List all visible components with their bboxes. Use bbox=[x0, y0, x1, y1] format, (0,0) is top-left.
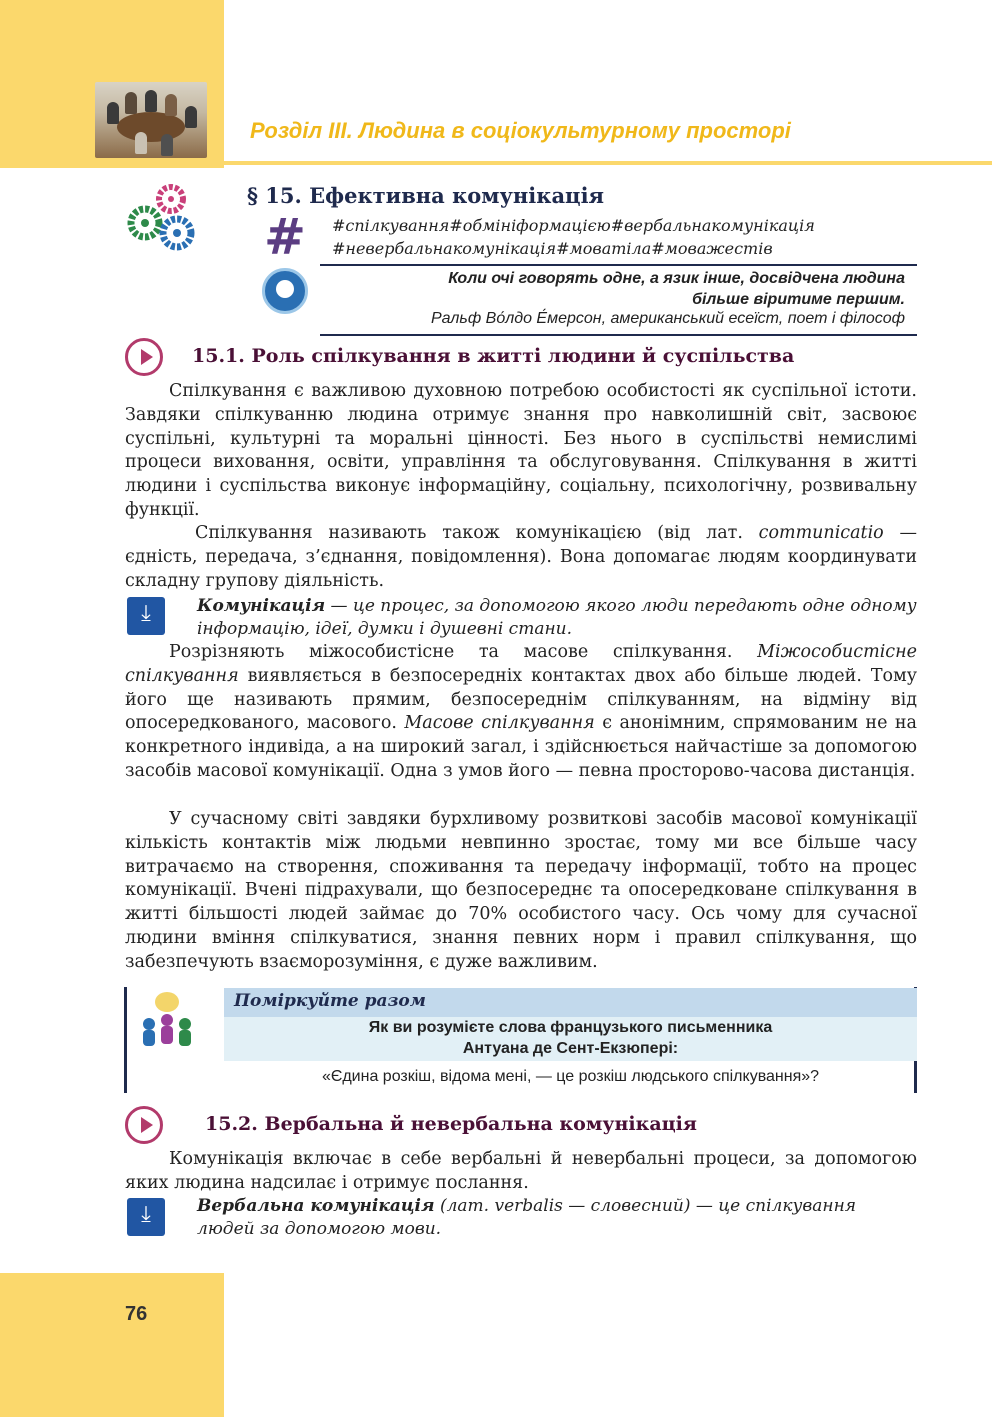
epigraph-author: Ральф Во́лдо Е́мерсон, американський есеїст, поет і філософ bbox=[431, 310, 905, 327]
paragraph: Спілкування називають також комунікацією (від лат. communicatio — єдність, передача, з’єднання, повідомлення). Вона допомагає людям координувати складну групову діяльність. bbox=[125, 523, 917, 591]
definition: Комунікація — це процес, за допомогою якого люди передають одне одному інформацію, ідеї, думки і душевні стани. bbox=[197, 596, 917, 639]
discussion-people-icon bbox=[135, 990, 199, 1054]
play-icon bbox=[125, 1106, 163, 1144]
chapter-title: Розділ ІІІ. Людина в соціокультурному просторі bbox=[250, 118, 791, 143]
epigraph bbox=[320, 264, 917, 336]
hashtags-line: #спілкування#обмініформацією#вербальнакомунікація bbox=[332, 216, 815, 235]
meeting-photo bbox=[95, 82, 207, 158]
brain-icon bbox=[262, 268, 308, 314]
paragraph: У сучасному світі завдяки бурхливому розвиткові засобів масової комунікації кількість контактів між людьми невпинно зростає, тому ми все більше часу витрачаємо на створення, споживання та передачу інформації, тобто на процес комунікації. Вчені підрахували, що безпосереднє та опосередковане спілкування в житті більшості людей займає до 70% особистого часу. Ось чому для сучасної людини вміння спілкуватися, знання певних норм і правил спілкування, що забезпечують взаєморозуміння, є дуже важливим. bbox=[125, 809, 917, 972]
subsection-title: 15.2. Вербальна й невербальна комунікація bbox=[205, 1113, 697, 1135]
epigraph-text: Коли очі говорять одне, а язик інше, досвідчена людина більше віритиме першим. bbox=[448, 270, 905, 308]
definition-icon bbox=[127, 597, 165, 635]
hashtag-icon: # bbox=[264, 208, 306, 266]
page-number: 76 bbox=[125, 1303, 148, 1325]
subsection-title: 15.1. Роль спілкування в житті людини й суспільства bbox=[192, 345, 795, 367]
hashtags-line: #невербальнакомунікація#моватіла#моважестів bbox=[332, 239, 773, 258]
hashtags bbox=[332, 214, 815, 260]
discussion-heading: Поміркуйте разом bbox=[224, 988, 917, 1017]
play-icon bbox=[125, 338, 163, 376]
section-title: § 15. Ефективна комунікація bbox=[247, 183, 605, 208]
discussion-question: Як ви розумієте слова французького письменника Антуана де Сент-Екзюпері: bbox=[224, 1017, 917, 1061]
header-yellow-rule bbox=[224, 161, 992, 165]
discussion-quote: «Єдина розкіш, відома мені, — це розкіш людського спілкування»? bbox=[321, 1068, 820, 1085]
gears-icon bbox=[125, 183, 205, 253]
definition-icon bbox=[127, 1198, 165, 1236]
footer-yellow-block bbox=[0, 1273, 224, 1417]
paragraph: Спілкування є важливою духовною потребою особистості як суспільної істоти. Завдяки спілкуванню людина отримує знання про навколишній світ, засвоює суспільні, культурні та моральні цінності. Без нього в суспільстві немислимі процеси виховання, освіти, управління та обслуговування. Спілкування в житті людини і суспільства виконує інформаційну, соціальну, психологічну, розвивальну функції. bbox=[125, 381, 917, 520]
paragraph: Комунікація включає в себе вербальні й невербальні процеси, за допомогою яких людина надсилає і отримує послання. bbox=[125, 1149, 917, 1193]
paragraph: Розрізняють міжособистісне та масове спілкування. Міжособистісне спілкування виявляється в безпосередніх контактах двох або більше людей. Тому його ще називають прямим, безпосереднім спілкуванням, на відміну від опосередкованого, масового. Масове спілкування є анонімним, спрямованим не на конкретного індивіда, а на широкий загал, і здійснюється найчастіше за допомогою засобів масової комунікації. Одна з умов його — певна просторово-часова дистанція. bbox=[125, 642, 917, 781]
definition: Вербальна комунікація (лат. verbalis — словесний) — це спілкування людей за допомогою мови. bbox=[197, 1196, 857, 1239]
